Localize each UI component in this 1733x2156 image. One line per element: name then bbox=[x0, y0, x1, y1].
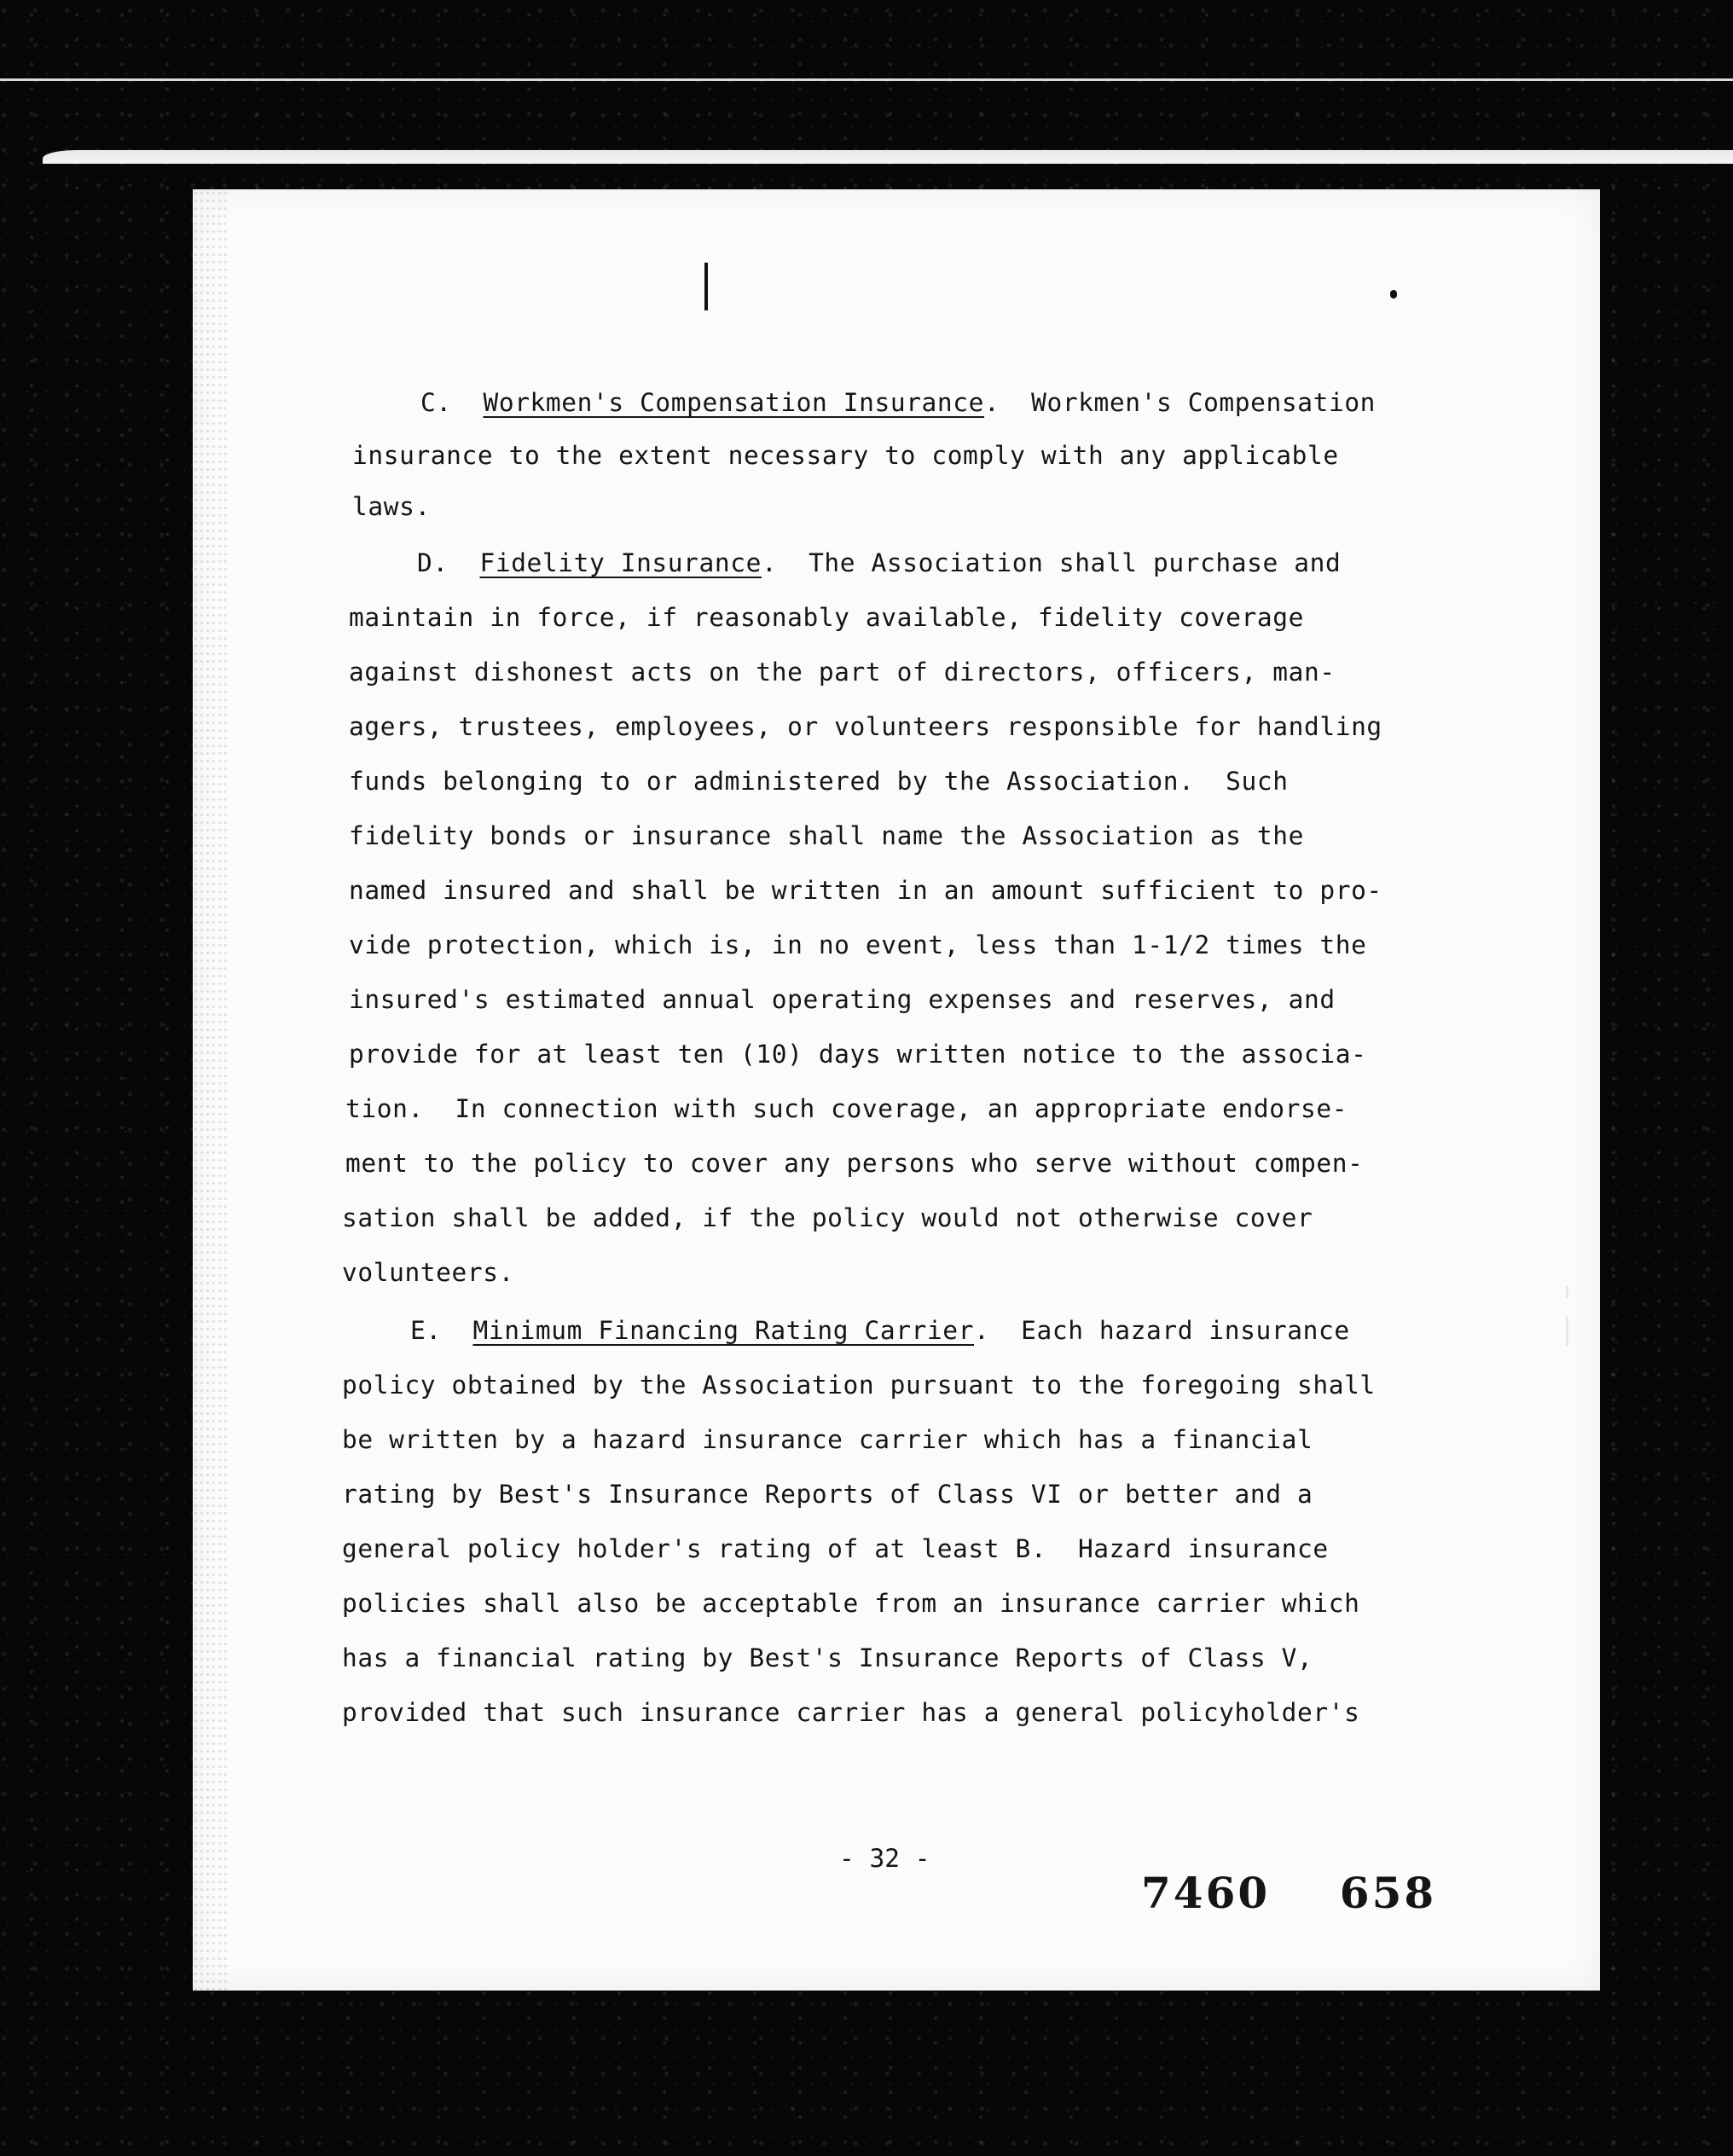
section-e-line: rating by Best's Insurance Reports of Class VI or better and a bbox=[342, 1480, 1313, 1509]
section-d-line: agers, trustees, employees, or volunteers responsible for handling bbox=[349, 712, 1382, 741]
section-d-line: ment to the policy to cover any persons who serve without compen- bbox=[345, 1149, 1364, 1178]
section-c-line: insurance to the extent necessary to comply with any applicable bbox=[352, 441, 1339, 470]
section-d-heading: Fidelity Insurance bbox=[479, 548, 762, 577]
section-d-line: tion. In connection with such coverage, an appropriate endorse- bbox=[345, 1094, 1348, 1123]
book-page-stamp: 7460 658 bbox=[1141, 1868, 1437, 1918]
section-e-letter: E. bbox=[410, 1316, 442, 1345]
section-e-line: general policy holder's rating of at least B. Hazard insurance bbox=[342, 1534, 1329, 1563]
page-number: - 32 - bbox=[839, 1844, 930, 1873]
section-d-line: provide for at least ten (10) days written notice to the associa- bbox=[349, 1040, 1367, 1069]
section-c-heading: Workmen's Compensation Insurance bbox=[483, 388, 985, 417]
section-e-line: provided that such insurance carrier has a general policyholder's bbox=[342, 1698, 1360, 1727]
section-d-line: maintain in force, if reasonably available, fidelity coverage bbox=[349, 603, 1304, 632]
section-d-line: funds belonging to or administered by the Association. Such bbox=[349, 767, 1289, 796]
section-d-line-1: D. Fidelity Insurance. The Association shall purchase and bbox=[417, 548, 1342, 577]
section-e-line: policy obtained by the Association pursuant to the foregoing shall bbox=[342, 1371, 1376, 1400]
scan-mark bbox=[1390, 290, 1397, 298]
section-d-line: insured's estimated annual operating expenses and reserves, and bbox=[349, 985, 1336, 1014]
section-e-line: has a financial rating by Best's Insurance Reports of Class V, bbox=[342, 1643, 1313, 1672]
section-d-line: sation shall be added, if the policy would not otherwise cover bbox=[342, 1203, 1313, 1232]
section-e-line: be written by a hazard insurance carrier which has a financial bbox=[342, 1425, 1313, 1454]
scan-top-rule bbox=[0, 78, 1733, 81]
section-e-line-1: E. Minimum Financing Rating Carrier. Each hazard insurance bbox=[410, 1316, 1350, 1345]
section-c-line: laws. bbox=[352, 492, 431, 521]
section-c-text: Workmen's Compensation bbox=[1031, 388, 1377, 417]
margin-mark bbox=[1566, 1317, 1568, 1346]
section-d-line: vide protection, which is, in no event, less than 1-1/2 times the bbox=[349, 930, 1367, 959]
section-d-letter: D. bbox=[417, 548, 449, 577]
section-c-line-1: C. Workmen's Compensation Insurance. Workmen's Compensation bbox=[420, 388, 1377, 417]
section-d-text: The Association shall purchase and bbox=[809, 548, 1342, 577]
section-c-letter: C. bbox=[420, 388, 452, 417]
document-page bbox=[193, 189, 1600, 1991]
section-d-line: against dishonest acts on the part of directors, officers, man- bbox=[349, 658, 1336, 687]
section-d-line: volunteers. bbox=[342, 1258, 514, 1287]
scan-mark bbox=[704, 263, 708, 310]
section-e-heading: Minimum Financing Rating Carrier bbox=[472, 1316, 975, 1345]
section-d-line: named insured and shall be written in an amount sufficient to pro- bbox=[349, 876, 1382, 905]
scan-top-band bbox=[43, 150, 1733, 164]
section-e-line: policies shall also be acceptable from an insurance carrier which bbox=[342, 1589, 1360, 1618]
section-d-line: fidelity bonds or insurance shall name the Association as the bbox=[349, 821, 1304, 850]
scan-edge-noise bbox=[193, 189, 227, 1991]
margin-mark bbox=[1566, 1286, 1568, 1298]
section-e-text: Each hazard insurance bbox=[1021, 1316, 1350, 1345]
